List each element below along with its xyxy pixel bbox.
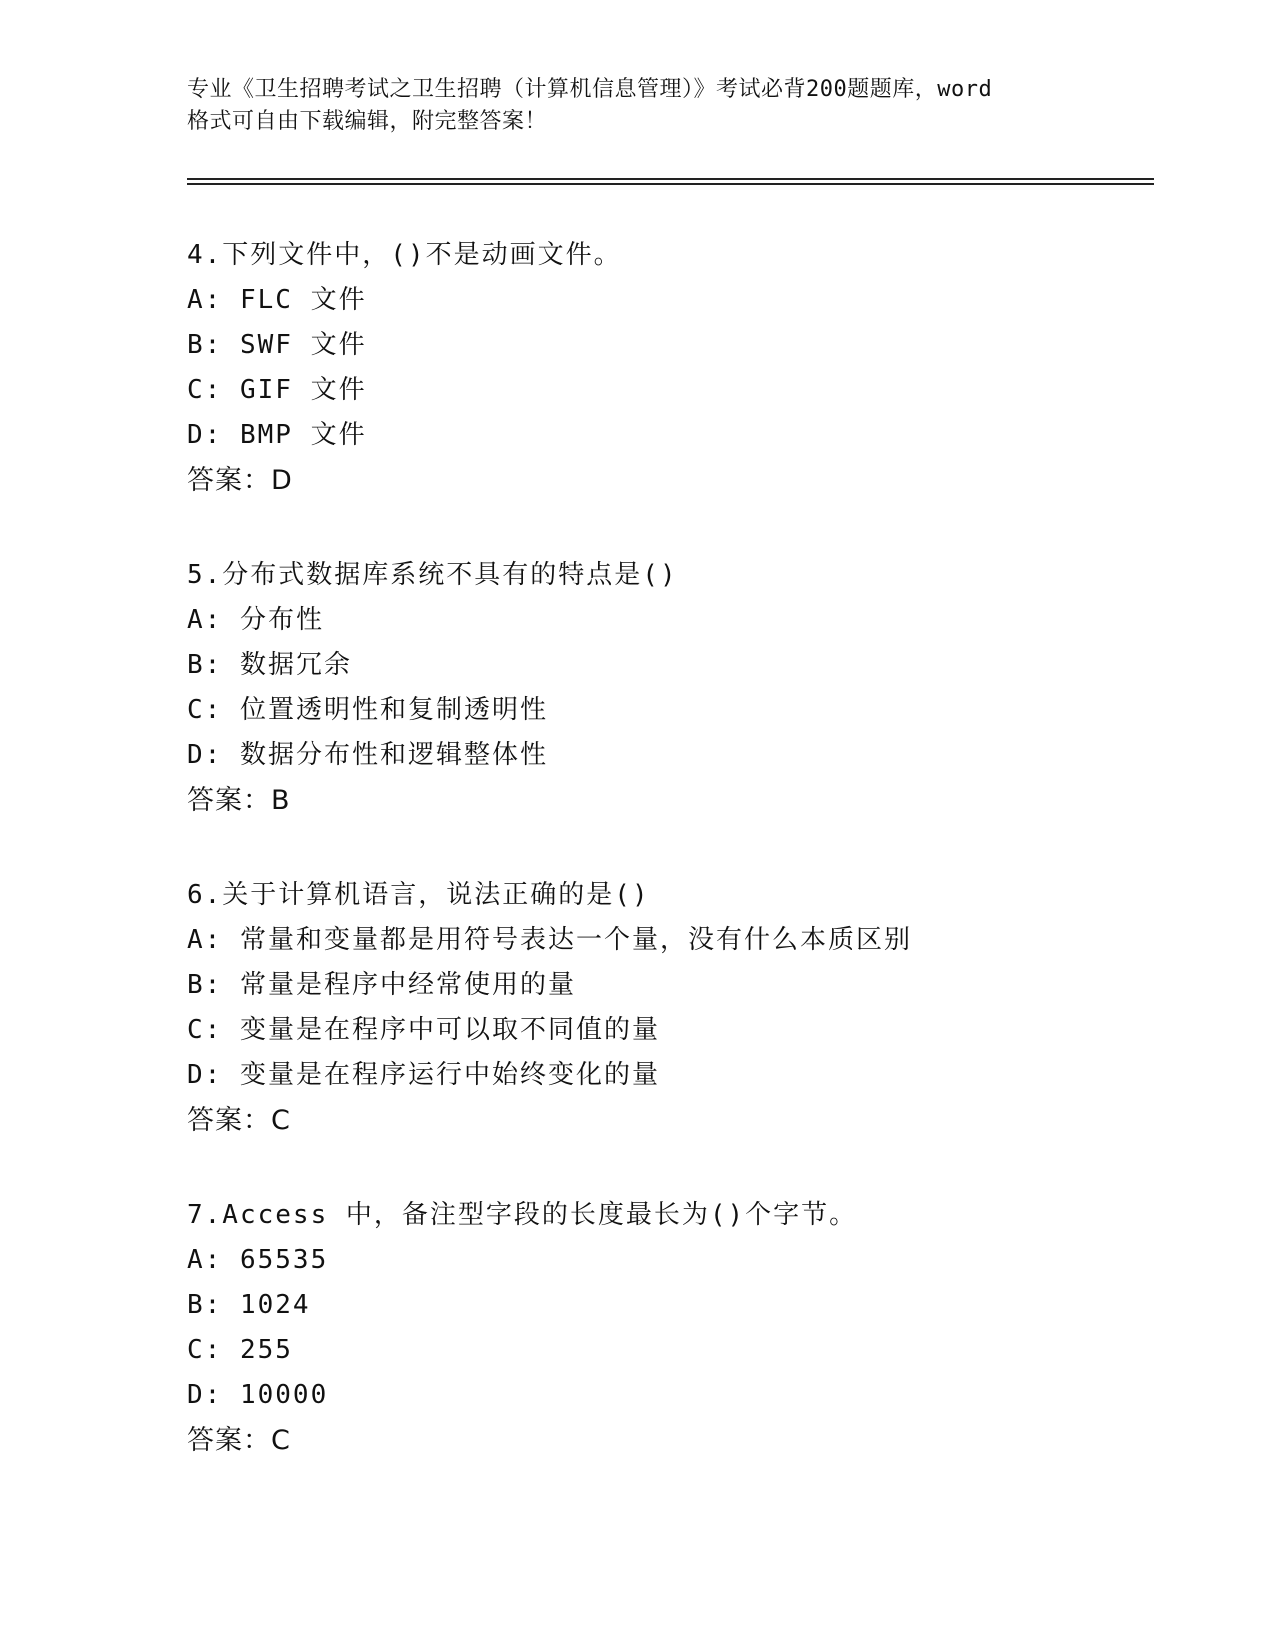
- header-divider-top: [187, 178, 1154, 180]
- option-c: C: 位置透明性和复制透明性: [187, 695, 548, 725]
- option-c: C: 变量是在程序中可以取不同值的量: [187, 1015, 660, 1045]
- question-6: [187, 873, 1167, 1143]
- question-stem: 4.下列文件中，()不是动画文件。: [187, 240, 622, 270]
- header-divider-bottom: [187, 183, 1154, 185]
- option-b: B: 1024: [187, 1290, 311, 1320]
- document-header: [187, 74, 1147, 138]
- option-d: D: 数据分布性和逻辑整体性: [187, 740, 548, 770]
- option-b: B: 数据冗余: [187, 650, 352, 680]
- option-a: A: 分布性: [187, 605, 324, 635]
- question-5: [187, 553, 1167, 823]
- header-title-line-1: 专业《卫生招聘考试之卫生招聘（计算机信息管理）》考试必背200题题库，word: [187, 77, 993, 102]
- option-c: C: GIF 文件: [187, 375, 367, 405]
- question-stem: 7.Access 中，备注型字段的长度最长为()个字节。: [187, 1200, 858, 1230]
- option-a: A: 常量和变量都是用符号表达一个量，没有什么本质区别: [187, 925, 912, 955]
- option-b: B: 常量是程序中经常使用的量: [187, 970, 576, 1000]
- option-d: D: BMP 文件: [187, 420, 367, 450]
- option-d: D: 变量是在程序运行中始终变化的量: [187, 1060, 660, 1090]
- option-a: A: 65535: [187, 1245, 329, 1275]
- answer-label: 答案：C: [187, 1105, 291, 1136]
- option-c: C: 255: [187, 1335, 293, 1365]
- question-stem: 6.关于计算机语言，说法正确的是(): [187, 880, 650, 910]
- answer-label: 答案：C: [187, 1425, 291, 1456]
- header-title-line-2: 格式可自由下载编辑，附完整答案！: [187, 109, 548, 134]
- answer-label: 答案：D: [187, 465, 293, 496]
- option-b: B: SWF 文件: [187, 330, 367, 360]
- answer-label: 答案：B: [187, 785, 291, 816]
- option-d: D: 10000: [187, 1380, 329, 1410]
- option-a: A: FLC 文件: [187, 285, 367, 315]
- question-7: [187, 1193, 1167, 1463]
- question-4: [187, 233, 1167, 503]
- question-stem: 5.分布式数据库系统不具有的特点是(): [187, 560, 678, 590]
